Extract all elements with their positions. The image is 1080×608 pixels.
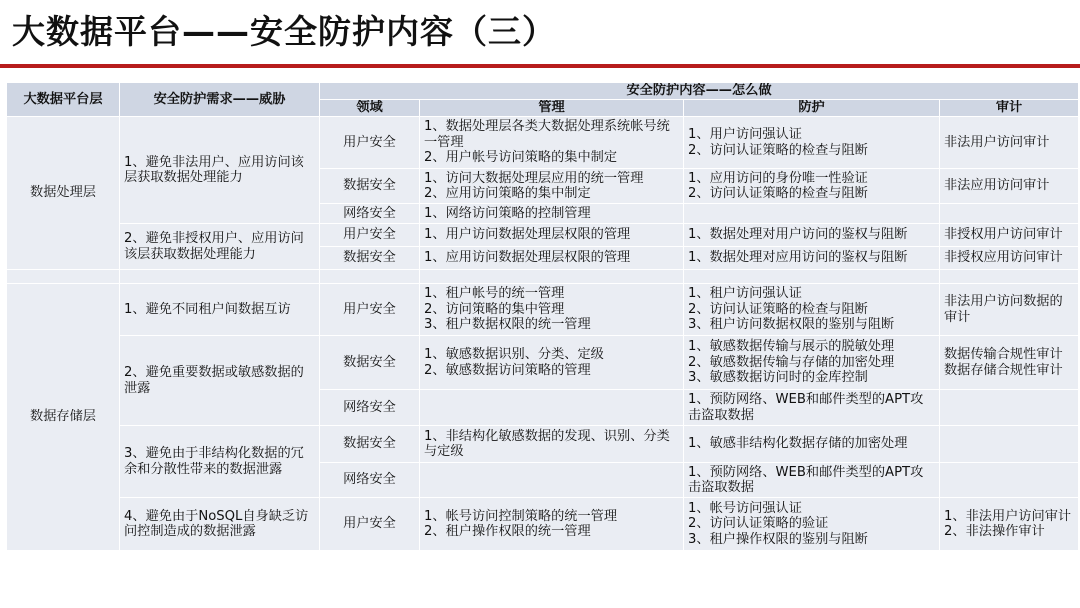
domain-cell: 数据安全	[320, 336, 420, 390]
domain-cell: 用户安全	[320, 498, 420, 551]
security-content-table	[6, 82, 1079, 551]
domain-cell: 用户安全	[320, 224, 420, 247]
need-cell: 2、避免非授权用户、应用访问该层获取数据处理能力	[120, 224, 320, 270]
need-cell: 3、避免由于非结构化数据的冗余和分散性带来的数据泄露	[120, 426, 320, 498]
domain-cell: 数据安全	[320, 169, 420, 204]
domain-cell: 网络安全	[320, 204, 420, 224]
layer-cell: 数据处理层	[7, 117, 120, 270]
manage-cell	[420, 390, 684, 426]
need-cell: 4、避免由于NoSQL自身缺乏访问控制造成的数据泄露	[120, 498, 320, 551]
manage-cell: 1、网络访问策略的控制管理	[420, 204, 684, 224]
domain-cell: 数据安全	[320, 247, 420, 270]
layer-divider	[684, 270, 940, 284]
audit-cell: 非授权应用访问审计	[940, 247, 1079, 270]
manage-cell: 1、数据处理层各类大数据处理系统帐号统一管理 2、用户帐号访问策略的集中制定	[420, 117, 684, 169]
audit-cell: 数据传输合规性审计 数据存储合规性审计	[940, 336, 1079, 390]
header-domain: 领域	[320, 100, 420, 117]
manage-cell: 1、敏感数据识别、分类、定级 2、敏感数据访问策略的管理	[420, 336, 684, 390]
layer-divider	[7, 270, 120, 284]
layer-divider	[320, 270, 420, 284]
protect-cell: 1、预防网络、WEB和邮件类型的APT攻击盗取数据	[684, 390, 940, 426]
protect-cell: 1、敏感数据传输与展示的脱敏处理 2、敏感数据传输与存储的加密处理 3、敏感数据访问时的金库控制	[684, 336, 940, 390]
layer-divider	[120, 270, 320, 284]
need-cell: 1、避免非法用户、应用访问该层获取数据处理能力	[120, 117, 320, 224]
audit-cell	[940, 390, 1079, 426]
audit-cell	[940, 463, 1079, 498]
audit-cell	[940, 426, 1079, 463]
protect-cell: 1、租户访问强认证 2、访问认证策略的检查与阻断 3、租户访问数据权限的鉴别与阻断	[684, 284, 940, 336]
protect-cell: 1、预防网络、WEB和邮件类型的APT攻击盗取数据	[684, 463, 940, 498]
protect-cell: 1、数据处理对用户访问的鉴权与阻断	[684, 224, 940, 247]
audit-cell: 非法用户访问数据的审计	[940, 284, 1079, 336]
header-manage: 管理	[420, 100, 684, 117]
protect-cell: 1、帐号访问强认证 2、访问认证策略的验证 3、租户操作权限的鉴别与阻断	[684, 498, 940, 551]
audit-cell: 非授权用户访问审计	[940, 224, 1079, 247]
manage-cell: 1、访问大数据处理层应用的统一管理 2、应用访问策略的集中制定	[420, 169, 684, 204]
manage-cell	[420, 463, 684, 498]
layer-divider	[940, 270, 1079, 284]
header-layer: 大数据平台层	[7, 83, 120, 117]
domain-cell: 网络安全	[320, 463, 420, 498]
protect-cell: 1、用户访问强认证 2、访问认证策略的检查与阻断	[684, 117, 940, 169]
audit-cell	[940, 204, 1079, 224]
header-content: 安全防护内容——怎么做	[320, 83, 1079, 100]
domain-cell: 用户安全	[320, 117, 420, 169]
manage-cell: 1、帐号访问控制策略的统一管理 2、租户操作权限的统一管理	[420, 498, 684, 551]
audit-cell: 非法应用访问审计	[940, 169, 1079, 204]
layer-divider	[420, 270, 684, 284]
header-need: 安全防护需求——威胁	[120, 83, 320, 117]
manage-cell: 1、租户帐号的统一管理 2、访问策略的集中管理 3、租户数据权限的统一管理	[420, 284, 684, 336]
domain-cell: 用户安全	[320, 284, 420, 336]
title-divider	[0, 64, 1080, 68]
need-cell: 1、避免不同租户间数据互访	[120, 284, 320, 336]
protect-cell	[684, 204, 940, 224]
protect-cell: 1、数据处理对应用访问的鉴权与阻断	[684, 247, 940, 270]
protect-cell: 1、敏感非结构化数据存储的加密处理	[684, 426, 940, 463]
manage-cell: 1、用户访问数据处理层权限的管理	[420, 224, 684, 247]
page-title: 大数据平台——安全防护内容（三）	[12, 12, 556, 51]
audit-cell: 非法用户访问审计	[940, 117, 1079, 169]
header-protect: 防护	[684, 100, 940, 117]
audit-cell: 1、非法用户访问审计 2、非法操作审计	[940, 498, 1079, 551]
manage-cell: 1、非结构化敏感数据的发现、识别、分类与定级	[420, 426, 684, 463]
layer-cell: 数据存储层	[7, 284, 120, 551]
need-cell: 2、避免重要数据或敏感数据的泄露	[120, 336, 320, 426]
domain-cell: 网络安全	[320, 390, 420, 426]
manage-cell: 1、应用访问数据处理层权限的管理	[420, 247, 684, 270]
domain-cell: 数据安全	[320, 426, 420, 463]
header-audit: 审计	[940, 100, 1079, 117]
protect-cell: 1、应用访问的身份唯一性验证 2、访问认证策略的检查与阻断	[684, 169, 940, 204]
